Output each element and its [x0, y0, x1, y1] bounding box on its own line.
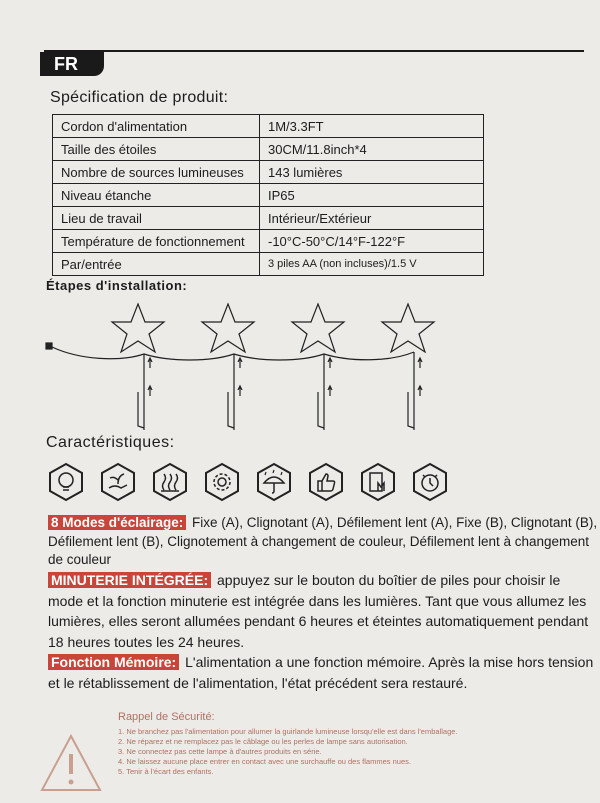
spec-value: 3 piles AA (non incluses)/1.5 V	[260, 253, 484, 276]
star-stake-2	[202, 304, 254, 430]
memory-text: L'alimentation a une fonction mémoire. Après la mise hors tension et le rétablissement de l'alimentation, l'état précédent sera restauré.	[48, 654, 594, 691]
table-row	[53, 253, 484, 276]
spec-label: Température de fonctionnement	[53, 230, 260, 253]
feature-icons	[46, 462, 446, 508]
spec-value: -10°C-50°C/14°F-122°F	[260, 230, 484, 253]
spec-value: 1M/3.3FT	[260, 115, 484, 138]
star-stake-1	[112, 304, 164, 430]
spec-label: Cordon d'alimentation	[53, 115, 260, 138]
list-item: 2. Ne réparez et ne remplacez pas le câblage ou les perles de lampe sans autorisation.	[118, 737, 408, 746]
table-row	[53, 138, 484, 161]
table-row	[53, 184, 484, 207]
spec-title: Spécification de produit:	[50, 89, 229, 106]
spec-label: Nombre de sources lumineuses	[53, 161, 260, 184]
timer-text: appuyez sur le bouton du boîtier de piles pour choisir le mode et la fonction minuterie est intégrée dans les lumières. Tant que vous allumez les lumières, elles seront allumées pendant 6 heures et éteintes automatiquement pendant 18 heures toutes les 24 heures.	[48, 572, 589, 650]
bulb-icon	[46, 462, 86, 502]
list-item: 3. Ne connectez pas cette lampe à d'autres produits en série.	[118, 747, 322, 756]
table-row	[53, 207, 484, 230]
list-item: 4. Ne laissez aucune place entrer en contact avec une surchauffe ou des flammes nues.	[118, 757, 411, 766]
spec-label: Niveau étanche	[53, 184, 260, 207]
timer-paragraph	[48, 570, 598, 652]
spec-value: IP65	[260, 184, 484, 207]
star-stake-4	[382, 304, 434, 430]
spec-table	[52, 114, 484, 276]
spec-value: 30CM/11.8inch*4	[260, 138, 484, 161]
memory-m-icon	[358, 462, 398, 502]
table-row	[53, 161, 484, 184]
memory-paragraph	[48, 652, 598, 693]
table-row	[53, 115, 484, 138]
installation-title: Étapes d'installation:	[46, 278, 188, 293]
list-item: 5. Tenir à l'écart des enfants.	[118, 767, 214, 776]
safety-list	[118, 727, 518, 777]
memory-tag: Fonction Mémoire:	[48, 654, 179, 670]
modes-tag: 8 Modes d'éclairage:	[48, 515, 186, 530]
spec-value: 143 lumières	[260, 161, 484, 184]
features-title: Caractéristiques:	[46, 434, 175, 451]
top-rule	[44, 50, 584, 52]
spec-label: Taille des étoiles	[53, 138, 260, 161]
timer-clock-icon	[410, 462, 450, 502]
installation-diagram	[40, 300, 460, 434]
timer-tag: MINUTERIE INTÉGRÉE:	[48, 572, 211, 588]
light-cord	[52, 347, 414, 360]
gear-icon	[202, 462, 242, 502]
umbrella-rain-icon	[254, 462, 294, 502]
list-item: 1. Ne branchez pas l'alimentation pour allumer la guirlande lumineuse lorsqu'elle est dans l'emballage.	[118, 727, 458, 736]
plug-icon	[46, 343, 52, 349]
hand-plant-icon	[98, 462, 138, 502]
thumbs-up-icon	[306, 462, 346, 502]
spec-label: Par/entrée	[53, 253, 260, 276]
language-tab: FR	[40, 52, 104, 76]
modes-text: Fixe (A), Clignotant (A), Défilement lent (A), Fixe (B), Clignotant (B), Défilement lent (B), Clignotement à changement de couleur, Défilement lent à changement de couleur	[48, 515, 598, 567]
table-row	[53, 230, 484, 253]
spec-value: Intérieur/Extérieur	[260, 207, 484, 230]
modes-paragraph	[48, 514, 598, 570]
safety-title: Rappel de Sécurité:	[118, 711, 215, 723]
warning-icon	[38, 732, 104, 794]
spec-label: Lieu de travail	[53, 207, 260, 230]
star-stake-3	[292, 304, 344, 430]
heat-waves-icon	[150, 462, 190, 502]
